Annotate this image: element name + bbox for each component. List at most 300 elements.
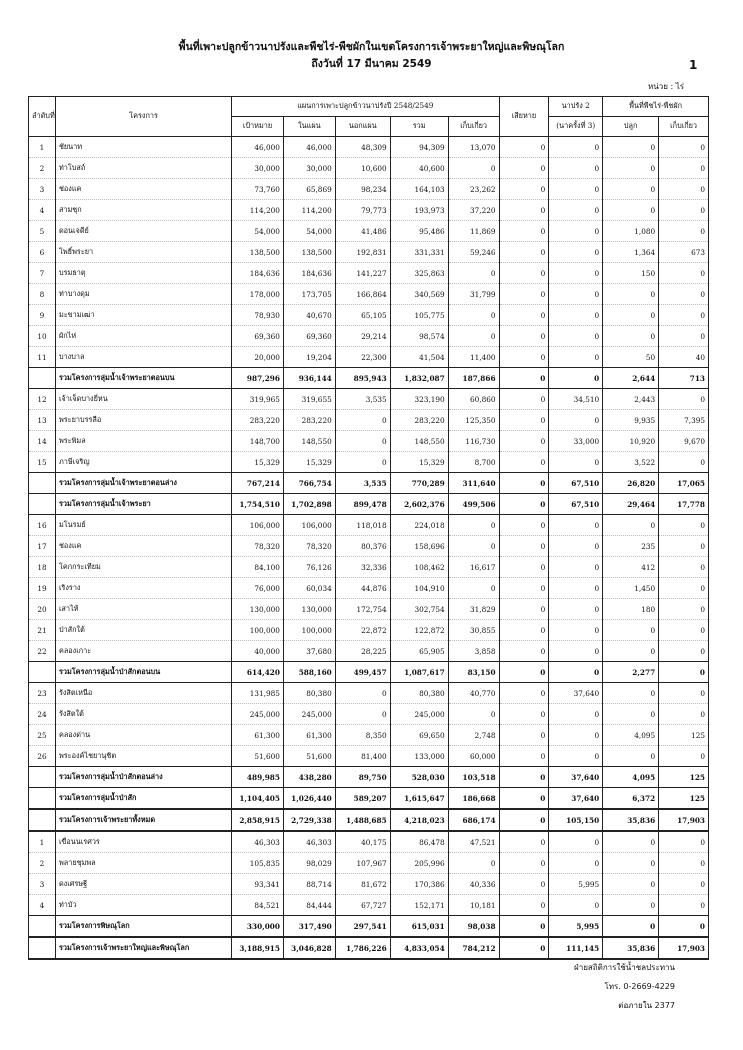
value-cell: 40,000	[232, 641, 284, 662]
value-cell: 899,478	[335, 494, 390, 515]
value-cell: 76,126	[283, 557, 335, 578]
value-cell: 15,329	[283, 452, 335, 473]
value-cell: 283,220	[232, 410, 284, 431]
value-cell: 125,350	[448, 410, 499, 431]
subtotal-row	[29, 368, 709, 389]
value-cell: 41,504	[390, 347, 448, 368]
project-name: ภาษีเจริญ	[55, 452, 231, 473]
value-cell: 0	[659, 578, 709, 599]
header-in-plan: ในแผน	[283, 117, 335, 137]
value-cell: 8,350	[335, 725, 390, 746]
date-line: ถึงวันที่ 17 มีนาคม 2549	[311, 58, 432, 70]
table-row	[29, 725, 709, 746]
value-cell: 0	[499, 683, 549, 704]
value-cell: 84,444	[283, 895, 335, 916]
value-cell: 100,000	[232, 620, 284, 641]
value-cell: 0	[549, 895, 603, 916]
value-cell: 0	[549, 305, 603, 326]
value-cell: 152,171	[390, 895, 448, 916]
project-name: รวมโครงการลุ่มน้ำเจ้าพระยาตอนล่าง	[55, 473, 231, 494]
value-cell: 26,820	[603, 473, 659, 494]
value-cell: 0	[659, 557, 709, 578]
value-cell: 65,105	[335, 305, 390, 326]
row-number: 15	[29, 452, 56, 473]
value-cell: 0	[659, 200, 709, 221]
table-row	[29, 263, 709, 284]
value-cell: 184,636	[232, 263, 284, 284]
value-cell: 588,160	[283, 662, 335, 683]
value-cell: 770,289	[390, 473, 448, 494]
value-cell: 130,000	[283, 599, 335, 620]
value-cell: 84,100	[232, 557, 284, 578]
value-cell: 0	[549, 578, 603, 599]
value-cell: 3,046,828	[283, 937, 335, 959]
project-name: เขื่อนนเรศวร	[55, 831, 231, 853]
value-cell: 9,935	[603, 410, 659, 431]
value-cell: 2,277	[603, 662, 659, 683]
table-row	[29, 452, 709, 473]
value-cell: 3,535	[335, 389, 390, 410]
value-cell: 205,996	[390, 853, 448, 874]
value-cell: 31,799	[448, 284, 499, 305]
value-cell: 46,000	[283, 137, 335, 158]
project-name: ดอนเจดีย์	[55, 221, 231, 242]
row-number: 24	[29, 704, 56, 725]
table-row	[29, 515, 709, 536]
table-row	[29, 831, 709, 853]
value-cell: 80,376	[335, 536, 390, 557]
value-cell: 1,087,617	[390, 662, 448, 683]
value-cell: 0	[659, 662, 709, 683]
value-cell: 0	[549, 831, 603, 853]
table-row	[29, 874, 709, 895]
header-no: ลำดับที่	[29, 97, 56, 137]
value-cell: 40,770	[448, 683, 499, 704]
footer-office: ฝ่ายสถิติการใช้น้ำชลประทาน	[574, 963, 675, 972]
value-cell: 30,000	[283, 158, 335, 179]
table-row	[29, 746, 709, 767]
row-number: 6	[29, 242, 56, 263]
row-number: 10	[29, 326, 56, 347]
value-cell: 245,000	[232, 704, 284, 725]
value-cell: 22,872	[335, 620, 390, 641]
header-crop-harvested: เก็บเกี่ยว	[659, 117, 709, 137]
value-cell: 528,030	[390, 767, 448, 788]
value-cell: 0	[549, 221, 603, 242]
value-cell: 186,668	[448, 788, 499, 810]
row-number: 16	[29, 515, 56, 536]
value-cell: 37,680	[283, 641, 335, 662]
value-cell: 0	[659, 916, 709, 938]
value-cell: 4,218,023	[390, 809, 448, 831]
table-row	[29, 242, 709, 263]
table-row	[29, 853, 709, 874]
project-name: รวมโครงการลุ่มน้ำเจ้าพระยาตอนบน	[55, 368, 231, 389]
value-cell: 172,754	[335, 599, 390, 620]
value-cell: 235	[603, 536, 659, 557]
value-cell: 15,329	[232, 452, 284, 473]
header-rice2: นาปรัง 2	[549, 97, 603, 117]
project-name: โคกกระเทียม	[55, 557, 231, 578]
value-cell: 1,450	[603, 578, 659, 599]
value-cell: 95,486	[390, 221, 448, 242]
value-cell: 0	[499, 137, 549, 158]
value-cell: 0	[549, 515, 603, 536]
value-cell: 0	[659, 536, 709, 557]
value-cell: 0	[499, 704, 549, 725]
project-name: สามชุก	[55, 200, 231, 221]
table-row	[29, 326, 709, 347]
value-cell: 0	[659, 895, 709, 916]
subtotal-row	[29, 494, 709, 515]
table-body	[29, 137, 709, 960]
table-row	[29, 305, 709, 326]
row-number	[29, 494, 56, 515]
value-cell: 0	[549, 557, 603, 578]
value-cell: 0	[499, 937, 549, 959]
project-name: ชัยนาท	[55, 137, 231, 158]
value-cell: 0	[603, 515, 659, 536]
value-cell: 125	[659, 725, 709, 746]
value-cell: 106,000	[232, 515, 284, 536]
value-cell: 60,860	[448, 389, 499, 410]
value-cell: 0	[499, 305, 549, 326]
value-cell: 0	[448, 305, 499, 326]
value-cell: 84,521	[232, 895, 284, 916]
table-row	[29, 410, 709, 431]
value-cell: 3,188,915	[232, 937, 284, 959]
value-cell: 78,320	[283, 536, 335, 557]
value-cell: 0	[549, 599, 603, 620]
value-cell: 11,869	[448, 221, 499, 242]
value-cell: 0	[603, 641, 659, 662]
table-row	[29, 704, 709, 725]
value-cell: 0	[603, 916, 659, 938]
crop-area-table	[28, 96, 709, 960]
value-cell: 0	[499, 641, 549, 662]
value-cell: 0	[659, 853, 709, 874]
row-number	[29, 937, 56, 959]
value-cell: 0	[499, 326, 549, 347]
project-name: รวมโครงการลุ่มน้ำป่าสัก	[55, 788, 231, 810]
header-planted: ปลูก	[603, 117, 659, 137]
value-cell: 0	[549, 410, 603, 431]
value-cell: 0	[549, 368, 603, 389]
header-damaged: เสียหาย	[499, 97, 549, 137]
value-cell: 1,488,685	[335, 809, 390, 831]
value-cell: 895,943	[335, 368, 390, 389]
subtotal-row	[29, 662, 709, 683]
header-rice-plan: แผนการเพาะปลูกข้าวนาปรังปี 2548/2549	[232, 97, 499, 117]
value-cell: 37,640	[549, 767, 603, 788]
value-cell: 1,615,647	[390, 788, 448, 810]
row-number: 14	[29, 431, 56, 452]
value-cell: 0	[549, 137, 603, 158]
table-row	[29, 200, 709, 221]
value-cell: 0	[499, 347, 549, 368]
value-cell: 61,300	[283, 725, 335, 746]
value-cell: 987,296	[232, 368, 284, 389]
value-cell: 105,835	[232, 853, 284, 874]
value-cell: 297,541	[335, 916, 390, 938]
row-number	[29, 767, 56, 788]
value-cell: 784,212	[448, 937, 499, 959]
value-cell: 105,150	[549, 809, 603, 831]
value-cell: 35,836	[603, 809, 659, 831]
value-cell: 11,400	[448, 347, 499, 368]
table-row	[29, 347, 709, 368]
value-cell: 0	[603, 200, 659, 221]
value-cell: 499,457	[335, 662, 390, 683]
value-cell: 767,214	[232, 473, 284, 494]
value-cell: 46,000	[232, 137, 284, 158]
value-cell: 17,778	[659, 494, 709, 515]
value-cell: 78,320	[232, 536, 284, 557]
value-cell: 98,038	[448, 916, 499, 938]
value-cell: 2,602,376	[390, 494, 448, 515]
value-cell: 0	[335, 431, 390, 452]
value-cell: 0	[659, 620, 709, 641]
value-cell: 133,000	[390, 746, 448, 767]
value-cell: 0	[499, 725, 549, 746]
value-cell: 0	[448, 263, 499, 284]
row-number: 21	[29, 620, 56, 641]
row-number: 17	[29, 536, 56, 557]
value-cell: 0	[659, 599, 709, 620]
value-cell: 50	[603, 347, 659, 368]
value-cell: 23,262	[448, 179, 499, 200]
value-cell: 0	[603, 704, 659, 725]
value-cell: 192,831	[335, 242, 390, 263]
value-cell: 323,190	[390, 389, 448, 410]
value-cell: 10,181	[448, 895, 499, 916]
value-cell: 0	[499, 221, 549, 242]
value-cell: 34,510	[549, 389, 603, 410]
value-cell: 2,729,338	[283, 809, 335, 831]
value-cell: 0	[499, 242, 549, 263]
value-cell: 0	[448, 515, 499, 536]
value-cell: 0	[448, 578, 499, 599]
value-cell: 69,360	[283, 326, 335, 347]
value-cell: 60,000	[448, 746, 499, 767]
value-cell: 80,380	[390, 683, 448, 704]
value-cell: 0	[499, 853, 549, 874]
header-project: โครงการ	[55, 97, 231, 137]
value-cell: 104,910	[390, 578, 448, 599]
value-cell: 0	[603, 874, 659, 895]
value-cell: 67,510	[549, 494, 603, 515]
row-number	[29, 788, 56, 810]
value-cell: 40,600	[390, 158, 448, 179]
value-cell: 125	[659, 767, 709, 788]
value-cell: 615,031	[390, 916, 448, 938]
value-cell: 6,372	[603, 788, 659, 810]
value-cell: 0	[499, 452, 549, 473]
value-cell: 283,220	[283, 410, 335, 431]
value-cell: 2,644	[603, 368, 659, 389]
value-cell: 0	[659, 137, 709, 158]
value-cell: 114,200	[232, 200, 284, 221]
header-out-plan: นอกแผน	[335, 117, 390, 137]
value-cell: 130,000	[232, 599, 284, 620]
value-cell: 2,443	[603, 389, 659, 410]
value-cell: 302,754	[390, 599, 448, 620]
value-cell: 0	[659, 158, 709, 179]
value-cell: 40,336	[448, 874, 499, 895]
project-name: รังสิตใต้	[55, 704, 231, 725]
project-name: พลายชุมพล	[55, 853, 231, 874]
value-cell: 936,144	[283, 368, 335, 389]
value-cell: 8,700	[448, 452, 499, 473]
value-cell: 0	[603, 853, 659, 874]
header-crops: พื้นที่พืชไร่-พืชผัก	[603, 97, 709, 117]
value-cell: 105,775	[390, 305, 448, 326]
value-cell: 148,550	[390, 431, 448, 452]
value-cell: 106,000	[283, 515, 335, 536]
value-cell: 81,400	[335, 746, 390, 767]
value-cell: 93,341	[232, 874, 284, 895]
header-total: รวม	[390, 117, 448, 137]
grand-total-row	[29, 809, 709, 831]
value-cell: 100,000	[283, 620, 335, 641]
value-cell: 0	[659, 263, 709, 284]
value-cell: 170,386	[390, 874, 448, 895]
value-cell: 0	[549, 704, 603, 725]
value-cell: 0	[499, 536, 549, 557]
value-cell: 35,836	[603, 937, 659, 959]
value-cell: 0	[499, 473, 549, 494]
subtotal-row	[29, 767, 709, 788]
value-cell: 0	[448, 704, 499, 725]
table-row	[29, 557, 709, 578]
value-cell: 37,220	[448, 200, 499, 221]
project-name: ท่าบัว	[55, 895, 231, 916]
project-name: เริงราง	[55, 578, 231, 599]
value-cell: 67,510	[549, 473, 603, 494]
value-cell: 0	[448, 853, 499, 874]
value-cell: 88,714	[283, 874, 335, 895]
value-cell: 0	[659, 284, 709, 305]
value-cell: 187,866	[448, 368, 499, 389]
unit-label: หน่วย : ไร่	[648, 82, 685, 91]
project-name: ท่าบางดุม	[55, 284, 231, 305]
value-cell: 29,464	[603, 494, 659, 515]
project-name: เจ้าเจ็ดบางยี่หน	[55, 389, 231, 410]
row-number: 1	[29, 137, 56, 158]
value-cell: 0	[335, 683, 390, 704]
value-cell: 17,903	[659, 809, 709, 831]
value-cell: 0	[603, 746, 659, 767]
project-name: ป่าสักใต้	[55, 620, 231, 641]
row-number: 25	[29, 725, 56, 746]
value-cell: 0	[549, 662, 603, 683]
value-cell: 9,670	[659, 431, 709, 452]
value-cell: 0	[335, 704, 390, 725]
value-cell: 0	[603, 326, 659, 347]
value-cell: 37,640	[549, 788, 603, 810]
project-name: มะขามเฒ่า	[55, 305, 231, 326]
row-number: 23	[29, 683, 56, 704]
value-cell: 32,336	[335, 557, 390, 578]
value-cell: 114,200	[283, 200, 335, 221]
row-number: 13	[29, 410, 56, 431]
value-cell: 0	[499, 494, 549, 515]
value-cell: 0	[659, 452, 709, 473]
row-number: 2	[29, 158, 56, 179]
row-number	[29, 473, 56, 494]
project-name: บรมธาตุ	[55, 263, 231, 284]
value-cell: 111,145	[549, 937, 603, 959]
value-cell: 89,750	[335, 767, 390, 788]
value-cell: 0	[499, 874, 549, 895]
value-cell: 3,522	[603, 452, 659, 473]
footer-phone: โทร. 0-2669-4229	[604, 982, 675, 991]
value-cell: 489,985	[232, 767, 284, 788]
value-cell: 17,065	[659, 473, 709, 494]
value-cell: 5,995	[549, 874, 603, 895]
row-number: 4	[29, 895, 56, 916]
project-name: คลองเกาะ	[55, 641, 231, 662]
value-cell: 0	[499, 809, 549, 831]
value-cell: 0	[549, 853, 603, 874]
value-cell: 69,650	[390, 725, 448, 746]
row-number: 3	[29, 874, 56, 895]
value-cell: 0	[659, 515, 709, 536]
value-cell: 51,600	[283, 746, 335, 767]
value-cell: 0	[549, 641, 603, 662]
value-cell: 0	[603, 831, 659, 853]
row-number: 9	[29, 305, 56, 326]
project-name: รวมโครงการลุ่มน้ำป่าสักตอนบน	[55, 662, 231, 683]
row-number	[29, 916, 56, 938]
value-cell: 76,000	[232, 578, 284, 599]
row-number	[29, 662, 56, 683]
value-cell: 10,600	[335, 158, 390, 179]
value-cell: 1,786,226	[335, 937, 390, 959]
value-cell: 61,300	[232, 725, 284, 746]
value-cell: 0	[603, 620, 659, 641]
value-cell: 19,204	[283, 347, 335, 368]
value-cell: 5,995	[549, 916, 603, 938]
value-cell: 131,985	[232, 683, 284, 704]
table-row	[29, 536, 709, 557]
value-cell: 10,920	[603, 431, 659, 452]
footer-ext: ต่อภายใน 2377	[618, 1001, 675, 1010]
project-name: รังสิตเหนือ	[55, 683, 231, 704]
table-row	[29, 389, 709, 410]
value-cell: 0	[499, 368, 549, 389]
value-cell: 4,833,054	[390, 937, 448, 959]
value-cell: 33,000	[549, 431, 603, 452]
value-cell: 0	[499, 431, 549, 452]
value-cell: 0	[549, 725, 603, 746]
subtotal-row	[29, 916, 709, 938]
value-cell: 0	[603, 158, 659, 179]
value-cell: 98,029	[283, 853, 335, 874]
value-cell: 0	[549, 536, 603, 557]
value-cell: 7,395	[659, 410, 709, 431]
row-number: 3	[29, 179, 56, 200]
value-cell: 438,280	[283, 767, 335, 788]
value-cell: 16,617	[448, 557, 499, 578]
project-name: บางบาล	[55, 347, 231, 368]
value-cell: 40	[659, 347, 709, 368]
value-cell: 193,973	[390, 200, 448, 221]
table-row	[29, 158, 709, 179]
value-cell: 108,462	[390, 557, 448, 578]
table-row	[29, 137, 709, 158]
value-cell: 0	[549, 179, 603, 200]
